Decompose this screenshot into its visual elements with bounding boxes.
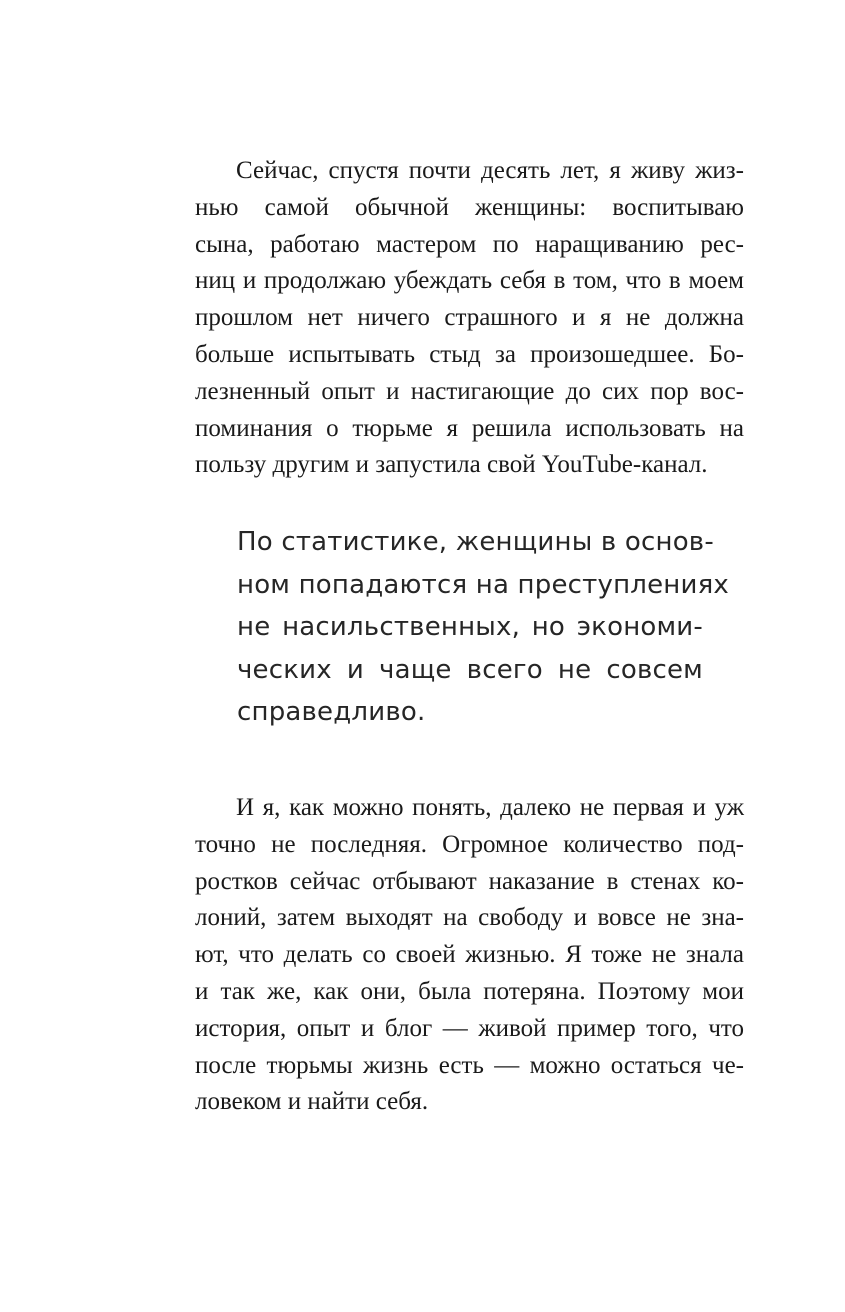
text-line: И я, как можно понять, далеко не первая и уж — [236, 794, 744, 821]
text-line: после тюрьмы жизнь есть — можно остаться че- — [195, 1051, 744, 1079]
text-line: лезненный опыт и настигающие до сих пор вос- — [195, 377, 744, 405]
text-line: ниц и продолжаю убеждать себя в том, что в моем — [195, 267, 744, 295]
text-line: сына, работаю мастером по наращиванию рес- — [195, 230, 744, 258]
quote-line: не насильственных, но экономи- — [237, 612, 703, 642]
pull-quote — [237, 521, 730, 734]
text-line: прошлом нет ничего страшного и я не должна — [195, 304, 744, 332]
text-line: ростков сейчас отбывают наказание в стенах ко- — [195, 867, 744, 895]
text-line: ловеком и найти себя. — [195, 1088, 429, 1116]
text-line: и так же, как они, была потеряна. Поэтому мои — [195, 977, 744, 1005]
text-line: нью самой обычной женщины: воспитываю — [195, 193, 744, 221]
quote-line: справедливо. — [237, 697, 426, 727]
quote-line: По статистике, женщины в основ- — [237, 527, 714, 557]
body-paragraph-2 — [195, 790, 744, 1121]
text-line: пользу другим и запустила свой YouTube-канал. — [195, 451, 708, 479]
text-line: Сейчас, спустя почти десять лет, я живу жиз- — [236, 157, 744, 184]
text-line: точно не последняя. Огромное количество под- — [195, 830, 744, 858]
body-paragraph-1 — [195, 153, 744, 484]
text-line: поминания о тюрьме я решила использовать на — [195, 414, 744, 442]
quote-line: ческих и чаще всего не совсем — [237, 654, 703, 685]
quote-line: ном попадаются на преступлениях — [237, 569, 730, 600]
text-line: ют, что делать со своей жизнью. Я тоже не знала — [195, 941, 744, 969]
text-line: лоний, затем выходят на свободу и вовсе не зна- — [195, 904, 744, 932]
text-line: история, опыт и блог — живой пример того, что — [195, 1014, 744, 1042]
text-line: больше испытывать стыд за произошедшее. Бо- — [195, 340, 744, 368]
